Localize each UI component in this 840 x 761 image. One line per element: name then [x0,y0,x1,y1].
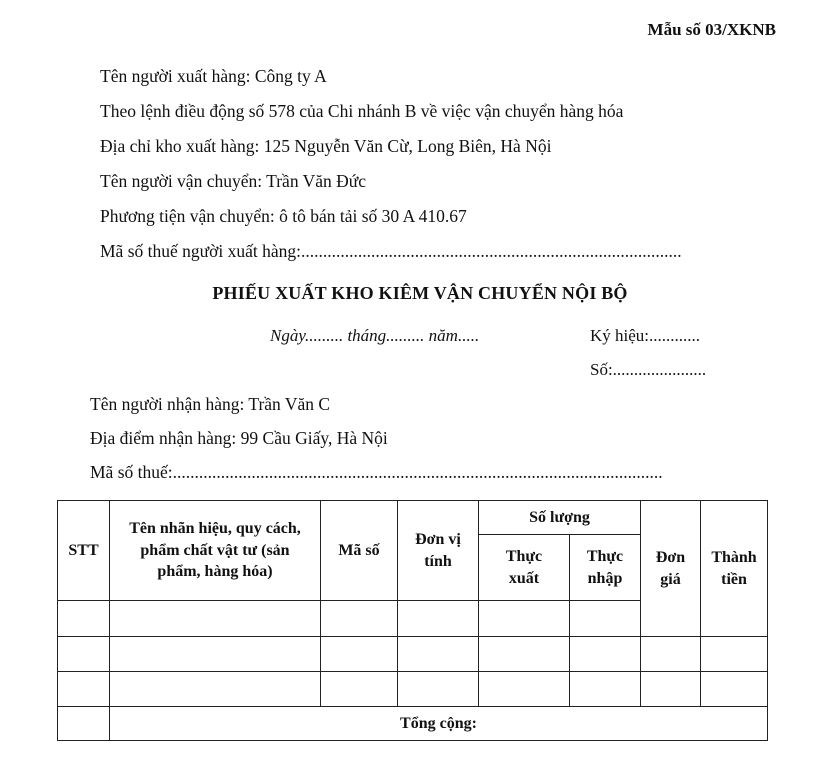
header-quantity: Số lượng [479,501,641,535]
table-cell [321,637,398,672]
table-cell [110,637,321,672]
goods-table [57,500,768,741]
table-cell [58,601,110,637]
symbol-line: Ký hiệu:............ [590,326,701,345]
table-cell [641,672,701,707]
table-cell [479,601,570,637]
header-actual-in: Thực nhập [570,535,641,601]
table-cell [58,707,110,741]
table-cell [398,601,479,637]
header-stt: STT [58,501,110,601]
table-cell [479,637,570,672]
table-cell [479,672,570,707]
table-cell [570,601,641,637]
table-row [58,637,768,672]
warehouse-address-line: Địa chỉ kho xuất hàng: 125 Nguyễn Văn Cừ, Long Biên, Hà Nội [100,136,552,156]
number-line: Số:...................... [590,360,707,379]
table-cell [58,672,110,707]
transporter-line: Tên người vận chuyển: Trần Văn Đức [100,171,367,191]
table-row [58,672,768,707]
table-cell [398,637,479,672]
header-price: Đơn giá [641,501,701,637]
table-cell [641,637,701,672]
table-cell [570,637,641,672]
total-label: Tổng cộng: [110,707,768,741]
header-code: Mã số [321,501,398,601]
table-cell [570,672,641,707]
document-title: PHIẾU XUẤT KHO KIÊM VẬN CHUYỂN NỘI BỘ [212,283,628,303]
header-unit: Đơn vị tính [398,501,479,601]
table-cell [110,672,321,707]
order-line: Theo lệnh điều động số 578 của Chi nhánh B về việc vận chuyển hàng hóa [100,101,624,121]
header-amount: Thành tiền [701,501,768,637]
total-row [58,707,768,741]
vehicle-line: Phương tiện vận chuyển: ô tô bán tải số 30 A 410.67 [100,206,467,226]
receiver-name-line: Tên người nhận hàng: Trần Văn C [90,394,331,414]
table-cell [701,637,768,672]
form-code: Mẫu số 03/XKNB [647,20,776,39]
sender-tax-line: Mã số thuế người xuất hàng:....................................................................................... [100,241,682,261]
receiver-place-line: Địa điểm nhận hàng: 99 Cầu Giấy, Hà Nội [90,428,388,448]
table-cell [398,672,479,707]
table-cell [701,672,768,707]
table-cell [58,637,110,672]
date-line: Ngày......... tháng......... năm..... [270,326,480,345]
header-actual-out: Thực xuất [479,535,570,601]
table-cell [321,601,398,637]
table-cell [321,672,398,707]
sender-name-line: Tên người xuất hàng: Công ty A [100,66,327,86]
table-cell [110,601,321,637]
header-item-name: Tên nhãn hiệu, quy cách, phẩm chất vật tư (sản phẩm, hàng hóa) [110,501,321,601]
receiver-tax-line: Mã số thuế:................................................................................................................ [90,462,663,482]
